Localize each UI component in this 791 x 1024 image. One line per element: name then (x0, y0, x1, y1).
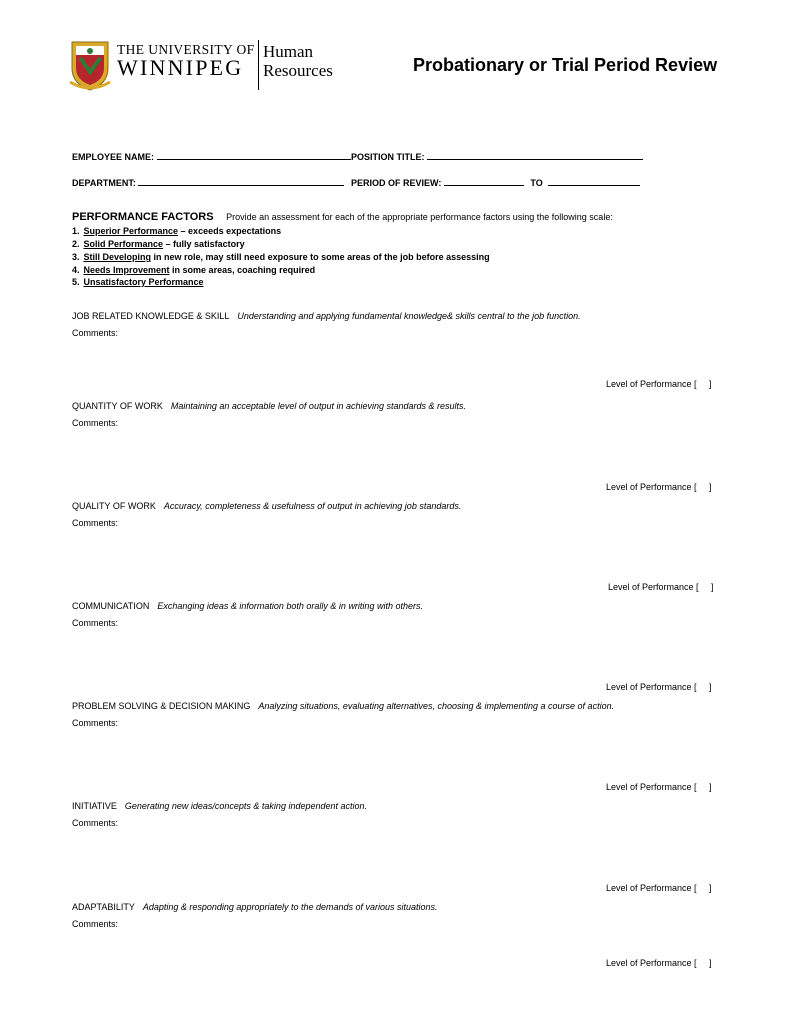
level-of-performance-field[interactable]: Level of Performance [ ] (606, 682, 712, 692)
performance-factor-row (72, 311, 581, 321)
performance-factor-description: Accuracy, completeness & usefulness of output in achieving job standards. (163, 501, 462, 511)
period-to-field[interactable] (548, 177, 640, 186)
scale-item-description: in new role, may still need exposure to some areas of the job before assessing (151, 252, 490, 262)
department-row (72, 177, 344, 188)
scale-item-number: 4. (72, 265, 80, 275)
scale-item (72, 252, 490, 262)
scale-item-number: 1. (72, 226, 80, 236)
comments-label[interactable]: Comments: (72, 618, 119, 628)
level-of-performance-field[interactable]: Level of Performance [ ] (606, 782, 712, 792)
performance-factor-row (72, 701, 614, 711)
position-title-field[interactable] (427, 151, 643, 160)
scale-item-description: in some areas, coaching required (169, 265, 316, 275)
scale-item-term: Solid Performance (83, 239, 164, 249)
performance-factor-description: Understanding and applying fundamental knowledge& skills central to the job function. (237, 311, 581, 321)
performance-factor-row (72, 401, 466, 411)
performance-factor-name: QUANTITY OF WORK (72, 401, 163, 411)
performance-factor-row (72, 801, 367, 811)
level-of-performance-field[interactable]: Level of Performance [ ] (608, 582, 714, 592)
performance-factors-heading: PERFORMANCE FACTORS (72, 211, 214, 223)
performance-factor-name: JOB RELATED KNOWLEDGE & SKILL (72, 311, 230, 321)
performance-factor-description: Exchanging ideas & information both orally & in writing with others. (157, 601, 423, 611)
level-of-performance-field[interactable]: Level of Performance [ ] (606, 883, 712, 893)
performance-factor-row (72, 902, 438, 912)
scale-item-term: Still Developing (83, 252, 152, 262)
performance-factor-name: PROBLEM SOLVING & DECISION MAKING (72, 701, 251, 711)
performance-factor-description: Adapting & responding appropriately to the demands of various situations. (142, 902, 438, 912)
scale-item-number: 5. (72, 277, 80, 287)
period-from-field[interactable] (444, 177, 524, 186)
performance-factor-description: Maintaining an acceptable level of output in achieving standards & results. (170, 401, 467, 411)
comments-label[interactable]: Comments: (72, 919, 119, 929)
scale-item-term: Unsatisfactory Performance (83, 277, 204, 287)
performance-factors-instruction: Provide an assessment for each of the appropriate performance factors using the following scale: (226, 212, 613, 222)
employee-name-label: EMPLOYEE NAME: (72, 152, 155, 162)
scale-item-term: Superior Performance (83, 226, 179, 236)
scale-item-number: 3. (72, 252, 80, 262)
comments-label[interactable]: Comments: (72, 518, 119, 528)
scale-item-term: Needs Improvement (83, 265, 170, 275)
scale-item-number: 2. (72, 239, 80, 249)
performance-factor-description: Generating new ideas/concepts & taking independent action. (124, 801, 368, 811)
performance-factor-name: QUALITY OF WORK (72, 501, 156, 511)
scale-item (72, 265, 315, 275)
position-title-label: POSITION TITLE: (351, 152, 425, 162)
performance-factor-name: COMMUNICATION (72, 601, 150, 611)
page-title: Probationary or Trial Period Review (413, 55, 718, 75)
hr-name-line2: Resources (263, 61, 333, 80)
comments-label[interactable]: Comments: (72, 328, 119, 338)
performance-factor-row (72, 601, 423, 611)
level-of-performance-field[interactable]: Level of Performance [ ] (606, 379, 712, 389)
level-of-performance-field[interactable]: Level of Performance [ ] (606, 958, 712, 968)
period-of-review-row (351, 177, 640, 188)
performance-factor-row (72, 501, 461, 511)
position-title-row (351, 151, 643, 162)
employee-name-row (72, 151, 351, 162)
comments-label[interactable]: Comments: (72, 818, 119, 828)
hr-name-line1: Human (263, 42, 314, 61)
period-to-label: TO (530, 178, 543, 188)
university-name-line1: THE UNIVERSITY OF (117, 42, 255, 57)
university-name-line2: WINNIPEG (117, 55, 244, 80)
comments-label[interactable]: Comments: (72, 418, 119, 428)
period-of-review-label: PERIOD OF REVIEW: (351, 178, 442, 188)
logo-divider (258, 40, 259, 90)
department-field[interactable] (138, 177, 344, 186)
university-crest-icon (68, 38, 112, 92)
comments-label[interactable]: Comments: (72, 718, 119, 728)
scale-item (72, 226, 281, 236)
performance-factor-name: INITIATIVE (72, 801, 117, 811)
performance-factors-header (72, 211, 613, 223)
level-of-performance-field[interactable]: Level of Performance [ ] (606, 482, 712, 492)
department-label: DEPARTMENT: (72, 178, 136, 188)
scale-item-description: – fully satisfactory (163, 239, 245, 249)
employee-name-field[interactable] (157, 151, 351, 160)
scale-item (72, 239, 245, 249)
scale-item (72, 277, 204, 287)
performance-factor-name: ADAPTABILITY (72, 902, 135, 912)
scale-item-description: – exceeds expectations (178, 226, 282, 236)
performance-factor-description: Analyzing situations, evaluating alternatives, choosing & implementing a course of action. (258, 701, 615, 711)
